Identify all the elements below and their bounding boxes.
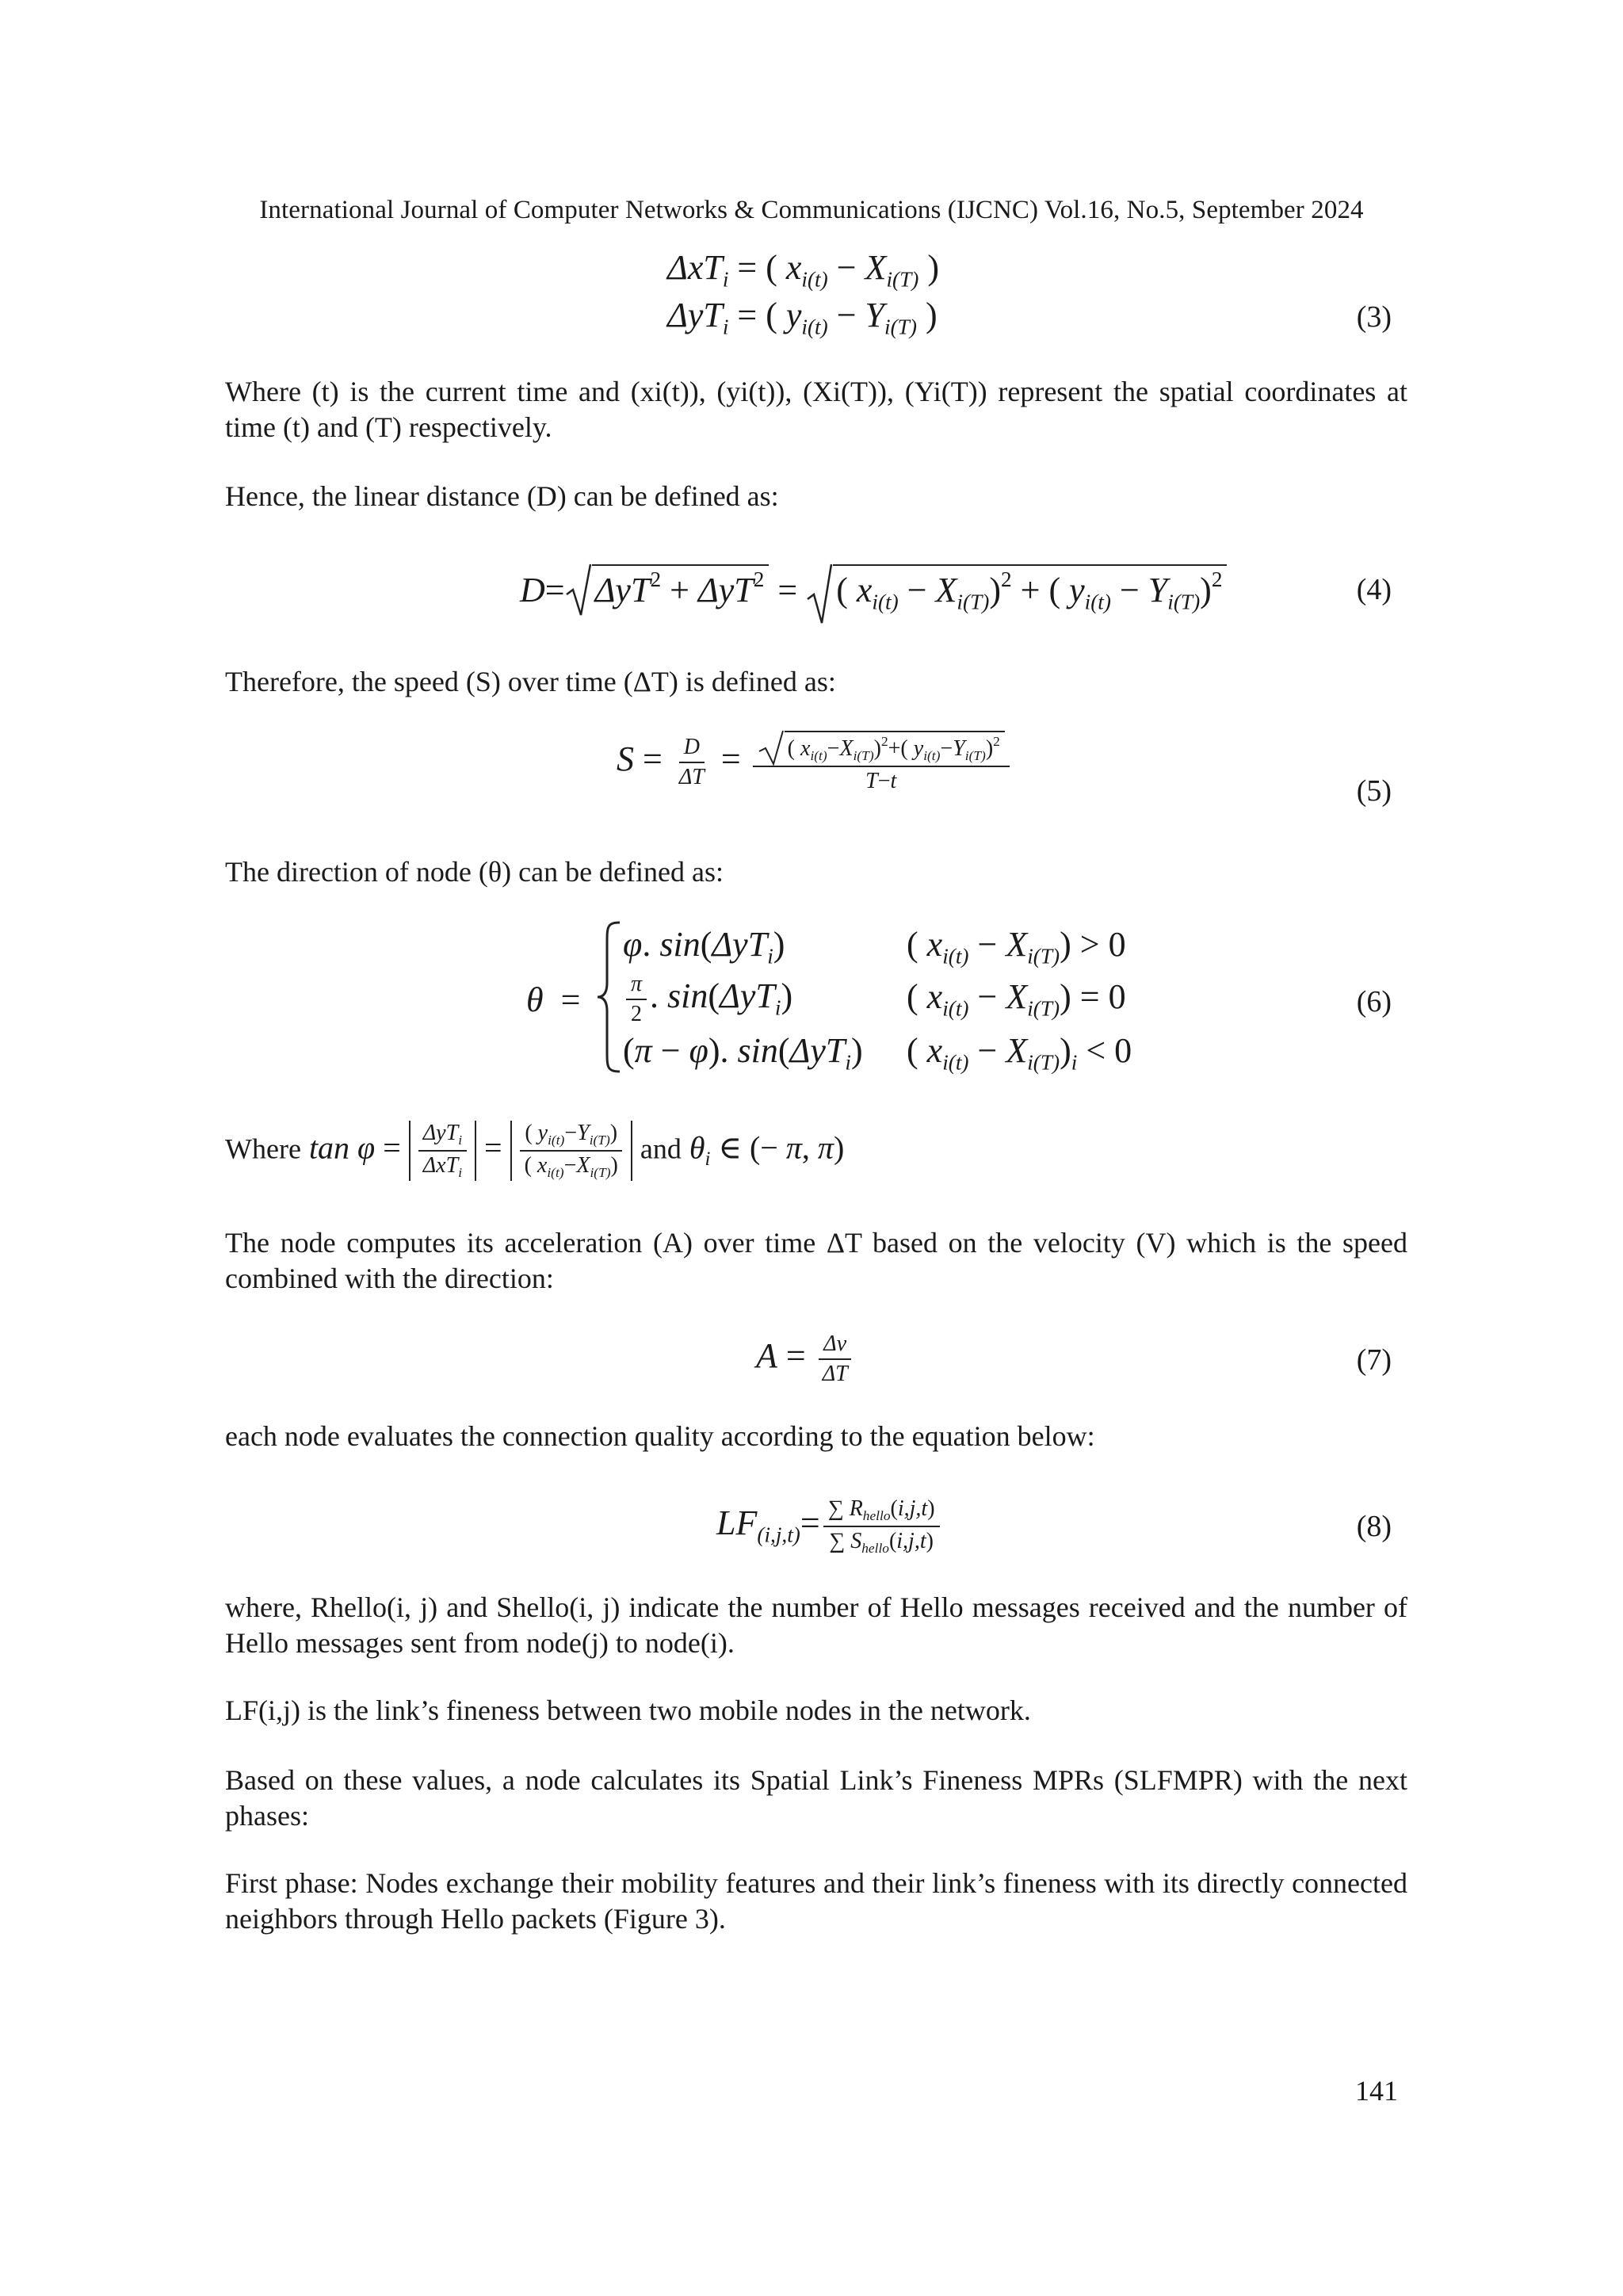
paragraph-linear-distance: Hence, the linear distance (D) can be defined as:: [225, 480, 779, 512]
equation-6-case-3: (π − φ). sin(ΔyT$_i$): [623, 1031, 863, 1075]
paragraph-slfmpr: Based on these values, a node calculates its Spatial Link’s Fineness MPRs (SLFMPR) with the next phases:: [225, 1764, 1407, 1832]
equation-6-brace: [596, 919, 623, 1075]
equation-3-number: (3): [1356, 300, 1392, 334]
tan-phi-line: Where tan φ = $\frac{\Delta yT_i}{\Delta xT_i}$ = $\frac{( y_{i(t)}-Y_{i(T)})}{( x_{i(t)}-X_{i(T)})}$ and $\theta_i$ ∈ (− π, π): [225, 1121, 845, 1181]
equation-6-case-2: $\frac{\pi}{2}$ . sin(ΔyT$_i$): [623, 972, 792, 1027]
paragraph-speed: Therefore, the speed (S) over time (ΔT) is defined as:: [225, 666, 836, 697]
equation-6-condition-2: ( $x_{i(t)} - X_{i(T)}) = 0$: [907, 977, 1126, 1021]
and-label: and: [640, 1133, 682, 1165]
equation-3-line-2: ΔyT$_i$ = ( $y_{i(t)} - Y_{i(T)}$ ): [667, 296, 938, 339]
paragraph-direction: The direction of node (θ) can be defined as:: [225, 856, 724, 888]
equation-6-condition-1: ( $x_{i(t)} - X_{i(T)}) > 0$: [907, 925, 1126, 968]
equation-6-case-1: φ. sin(ΔyT$_i$): [623, 925, 785, 968]
paragraph-first-phase: First phase: Nodes exchange their mobility features and their link’s fineness with its directly connected neighbors through Hello packets (Figure 3).: [225, 1867, 1407, 1935]
equation-4: D= ΔyT$^2$ + ΔyT$^2$ = ( $x_{i(t)} - X_{i(T)})^2$ + ( $y_{i(t)} - Y_{i(T)})^2$: [520, 564, 1227, 615]
equation-7-number: (7): [1356, 1343, 1392, 1377]
page-number: 141: [1355, 2075, 1398, 2107]
equation-6-condition-3: ( $x_{i(t)} - X_{i(T)})_i < 0$: [907, 1031, 1132, 1075]
equation-6-theta: θ =: [526, 980, 581, 1019]
equation-4-number: (4): [1356, 573, 1392, 606]
equation-5: S = $\frac{D}{\Delta T}$ = $\frac{( x_{i(t)}-X_{i(T)})^2+( y_{i(t)}-Y_{i(T)})^2}{T-t}$: [617, 731, 1013, 794]
where-label: Where: [225, 1133, 301, 1165]
paragraph-link-fineness: LF(i,j) is the link’s fineness between two mobile nodes in the network.: [225, 1694, 1031, 1726]
equation-5-number: (5): [1356, 774, 1392, 808]
paragraph-acceleration: The node computes its acceleration (A) over time ΔT based on the velocity (V) which is the speed combined with the direction:: [225, 1227, 1407, 1294]
equation-6-number: (6): [1356, 985, 1392, 1018]
equation-7: A = $\frac{\Delta v}{\Delta T}$: [756, 1331, 856, 1387]
equation-3-line-1: ΔxT$_i$ = ( $x_{i(t)} - X_{i(T)}$ ): [667, 248, 939, 292]
equation-8-number: (8): [1356, 1510, 1392, 1543]
paragraph-connection-quality: each node evaluates the connection quality according to the equation below:: [225, 1420, 1095, 1452]
paragraph-hello-messages: where, Rhello(i, j) and Shello(i, j) indicate the number of Hello messages received and the number of Hello messages sent from node(j) to node(i).: [225, 1591, 1407, 1659]
paragraph-coordinates: Where (t) is the current time and (xi(t)), (yi(t)), (Xi(T)), (Yi(T)) represent the spatial coordinates at time (t) and (T) respectively.: [225, 376, 1407, 443]
journal-header: International Journal of Computer Networks & Communications (IJCNC) Vol.16, No.5, September 2024: [259, 196, 1364, 224]
equation-8: $LF_{(i,j,t)}=$ $\frac{\sum R_{hello}(i,j,t)}{\sum S_{hello}(i,j,t)}$: [716, 1496, 943, 1557]
